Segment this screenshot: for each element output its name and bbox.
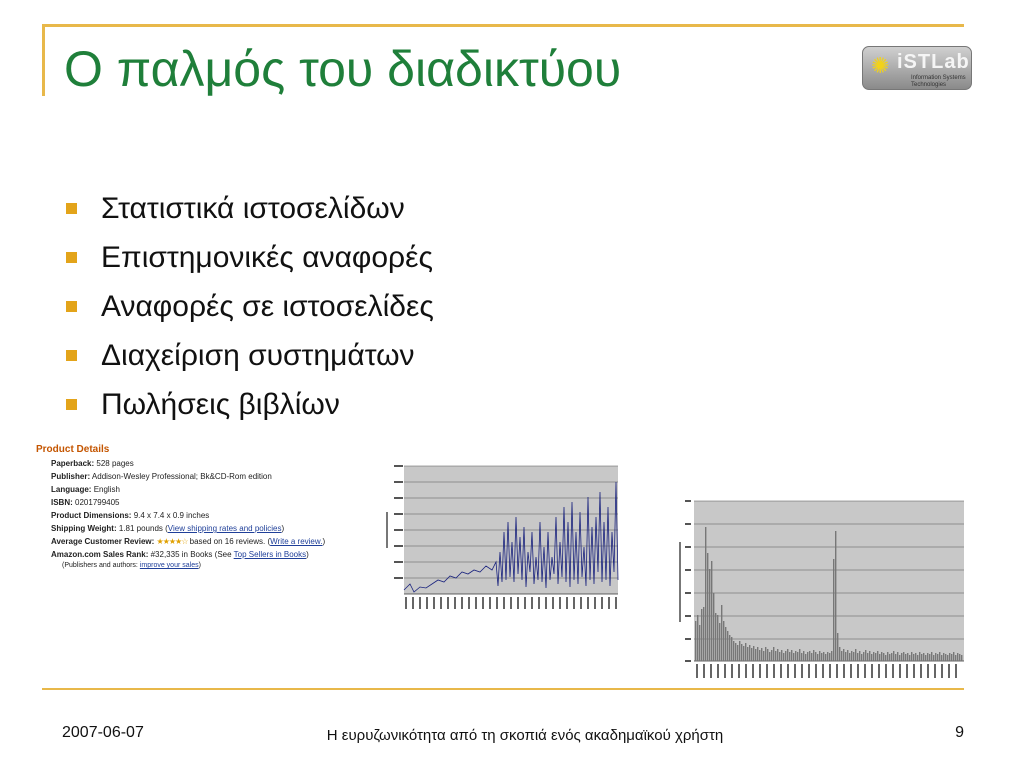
bullet-text: Διαχείριση συστημάτων <box>101 338 415 372</box>
bullet-text: Πωλήσεις βιβλίων <box>101 387 340 421</box>
logo-subtitle: Information Systems Technologies <box>911 75 966 88</box>
logo-name: iSTLab <box>897 51 970 73</box>
bullet-item <box>66 184 434 233</box>
chart1-y-ticks <box>394 465 403 579</box>
product-details-panel <box>36 443 376 570</box>
chart2-y-ticks <box>685 500 691 662</box>
paperback-row: Paperback: 528 pages <box>51 459 134 468</box>
write-review-link[interactable]: Write a review. <box>270 537 323 546</box>
bullet-text: Επιστημονικές αναφορές <box>101 240 433 274</box>
slide-title: Ο παλμός του διαδικτύου <box>64 41 622 97</box>
isbn-row: ISBN: 0201799405 <box>51 498 120 507</box>
left-rule <box>42 24 45 96</box>
bullet-list <box>66 184 434 429</box>
sales-rank-chart-image <box>382 462 622 612</box>
bullet-square-icon <box>66 399 77 410</box>
language-row: Language: English <box>51 485 120 494</box>
bullet-square-icon <box>66 203 77 214</box>
chart1-y-axis-title <box>386 512 388 548</box>
bullet-square-icon <box>66 301 77 312</box>
bottom-rule <box>42 688 964 690</box>
downloads-bar-chart-image <box>676 497 966 680</box>
bullet-square-icon <box>66 252 77 263</box>
product-details-heading: Product Details <box>36 444 110 455</box>
footer-title: Η ευρυζωνικότητα από τη σκοπιά ενός ακαδημαϊκού χρήστη <box>326 727 724 744</box>
dimensions-row: Product Dimensions: 9.4 x 7.4 x 0.9 inches <box>51 511 210 520</box>
bullet-text: Αναφορές σε ιστοσελίδες <box>101 289 434 323</box>
footer-date: 2007-06-07 <box>62 724 144 741</box>
slide-number: 9 <box>955 724 964 741</box>
top-rule <box>42 24 964 27</box>
review-row: Average Customer Review: ★★★★☆ based on 16 reviews. (Write a review.) <box>51 537 326 546</box>
lightbulb-icon: ✺ <box>871 53 890 78</box>
bullet-text: Στατιστικά ιστοσελίδων <box>101 191 405 225</box>
istlab-logo <box>862 46 972 90</box>
shipping-row: Shipping Weight: 1.81 pounds (View shipping rates and policies) <box>51 524 285 533</box>
bullet-item <box>66 282 434 331</box>
chart2-y-axis-title <box>679 542 681 622</box>
publisher-row: Publisher: Addison-Wesley Professional; Bk&CD-Rom edition <box>51 472 272 481</box>
bullet-square-icon <box>66 350 77 361</box>
chart2-plot-area <box>694 501 964 661</box>
improve-sales-link[interactable]: improve your sales <box>139 562 199 569</box>
shipping-rates-link[interactable]: View shipping rates and policies <box>167 524 282 533</box>
publishers-row: (Publishers and authors: improve your sales) <box>62 562 201 569</box>
bullet-item <box>66 380 434 429</box>
bullet-item <box>66 233 434 282</box>
bullet-item <box>66 331 434 380</box>
top-sellers-link[interactable]: Top Sellers in Books <box>233 550 307 559</box>
chart2-x-tick-labels <box>696 664 957 678</box>
rating-stars-icon: ★★★★☆ <box>156 537 188 546</box>
chart1-x-tick-labels <box>405 597 617 609</box>
sales-rank-row: Amazon.com Sales Rank: #32,335 in Books (See Top Sellers in Books) <box>51 550 309 559</box>
